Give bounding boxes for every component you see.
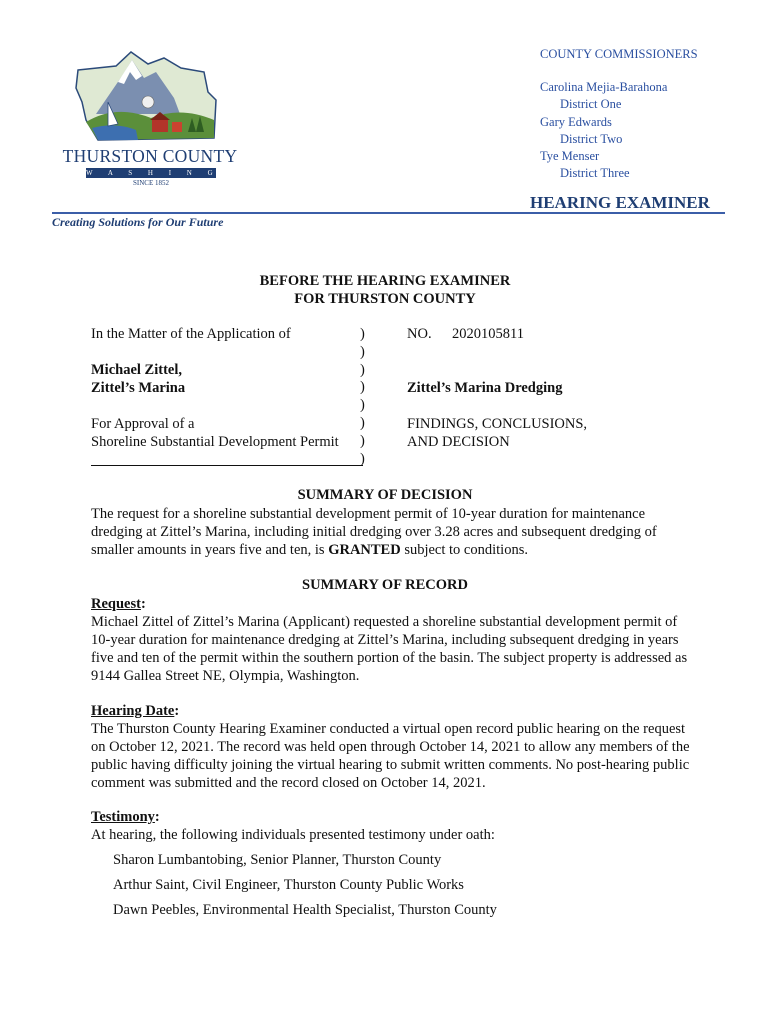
caption-applicant-business: Zittel’s Marina	[91, 380, 186, 396]
summary-decision-text: The request for a shoreline substantial development permit of 10-year duration for maintenance dredging at Zittel’s Marina, including initial dredging over 3.28 acres and subsequent dredging of smaller amounts in years five and ten, is GRANTED subject to conditions.	[91, 506, 657, 558]
request-heading: Request	[91, 596, 141, 612]
header-divider	[52, 212, 725, 214]
witness-item: Sharon Lumbantobing, Senior Planner, Thurston County	[113, 852, 442, 868]
logo-county-name: THURSTON COUNTY	[62, 146, 238, 166]
summary-record-heading: SUMMARY OF RECORD	[302, 577, 468, 593]
tagline: Creating Solutions for Our Future	[52, 215, 224, 229]
commissioners-heading: COUNTY COMMISSIONERS	[540, 47, 698, 61]
logo-since: SINCE 1852	[133, 179, 169, 187]
decision-granted: GRANTED	[328, 542, 401, 558]
testimony-section: Testimony: At hearing, the following individuals presented testimony under oath:	[91, 808, 691, 844]
testimony-heading: Testimony	[91, 809, 155, 825]
request-text: Michael Zittel of Zittel’s Marina (Applicant) requested a shoreline substantial development permit of 10-year duration for maintenance dredging at Zittel’s Marina, including subsequent dredging in years five and ten of the permit within the southern portion of the basin. The subject property is addressed as 9144 Gallea Street NE, Olympia, Washington.	[91, 614, 688, 684]
caption-doc-type-line2: AND DECISION	[407, 434, 510, 450]
caption-approval-line1: For Approval of a	[91, 416, 195, 432]
witness-item: Dawn Peebles, Environmental Health Specialist, Thurston County	[113, 902, 497, 918]
summary-decision-heading: SUMMARY OF DECISION	[297, 487, 473, 503]
hearing-date-text: The Thurston County Hearing Examiner conducted a virtual open record public hearing on the request on October 12, 2021. The record was held open through October 14, 2021 to allow any members of the public having difficulty joining the virtual hearing to submit written comments. No post-hearing public comment was submitted and the record closed on October 14, 2021.	[91, 721, 690, 791]
commissioner-district: District Three	[560, 166, 630, 181]
doc-title-line1: BEFORE THE HEARING EXAMINER	[259, 273, 511, 289]
caption-number-value: 2020105811	[452, 326, 524, 342]
commissioner-district: District Two	[560, 131, 623, 146]
commissioner-district: District One	[560, 97, 622, 112]
commissioner-name: Tye Menser	[540, 149, 600, 164]
commissioners-block	[540, 46, 698, 182]
commissioner-name: Gary Edwards	[540, 114, 612, 129]
request-section: Request: Michael Zittel of Zittel’s Marina (Applicant) requested a shoreline substantial development permit of 10-year duration for maintenance dredging at Zittel’s Marina, including subsequent dredging in years five and ten of the permit within the southern portion of the basin. The subject property is addressed as 9144 Gallea Street NE, Olympia, Washington.	[91, 595, 691, 685]
caption-project-name: Zittel’s Marina Dredging	[407, 380, 563, 396]
hearing-date-heading: Hearing Date	[91, 703, 175, 719]
caption-applicant-name: Michael Zittel,	[91, 362, 183, 378]
caption-doc-type-line1: FINDINGS, CONCLUSIONS,	[407, 416, 588, 432]
caption-parens: ) ) ) ) ) ) ) )	[360, 326, 365, 467]
caption-matter: In the Matter of the Application of	[91, 326, 291, 342]
witness-item: Arthur Saint, Civil Engineer, Thurston County Public Works	[113, 877, 464, 893]
doc-title-line2: FOR THURSTON COUNTY	[294, 291, 476, 307]
commissioner-name: Carolina Mejia-Barahona	[540, 80, 668, 95]
caption-number-label: NO.	[407, 326, 432, 342]
hearing-date-section: Hearing Date: The Thurston County Hearing Examiner conducted a virtual open record public hearing on the request on October 12, 2021. The record was held open through October 14, 2021 to allow any members of the public having difficulty joining the virtual hearing to submit written comments. No post-hearing public comment was submitted and the record closed on October 14, 2021.	[91, 703, 690, 791]
logo-state-bar: W A S H I N G T O N	[86, 169, 282, 177]
testimony-intro: At hearing, the following individuals presented testimony under oath:	[91, 827, 495, 843]
caption-approval-line2: Shoreline Substantial Development Permit	[91, 434, 339, 450]
caption-underline	[91, 465, 363, 466]
office-title: HEARING EXAMINER	[530, 193, 710, 212]
